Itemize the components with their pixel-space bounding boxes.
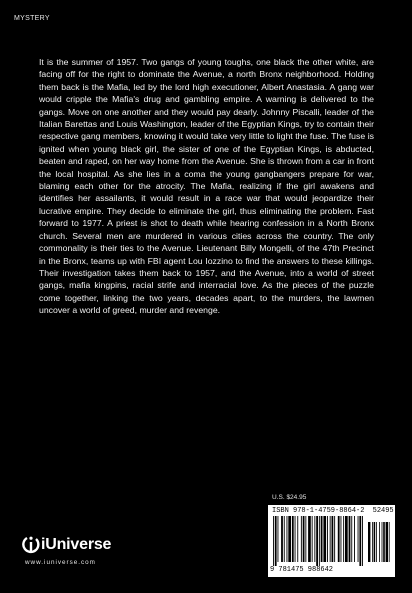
isbn-barcode <box>268 505 395 577</box>
book-description: It is the summer of 1957. Two gangs of young toughs, one black the other white, are facing off for the right to dominate the Avenue, a north Bronx neighborhood. Holding them back is the Mafia, led by the lord high executioner, Albert Anastasia. A gang war would cripple the Mafia's drug and gambling empire. A warning is delivered to the gangs. Move on one another and they would pay dearly. Johnny Piscalli, leader of the Italian Barettas and Louis Washington, leader of the Egyptian Kings, try to contain their respective gang members, knowing it would take very little to light the fuse. The fuse is ignited when young black girl, the sister of one of the Egyptian Kings, is abducted, beaten and raped, on her way home from the Avenue. She is thrown from a car in front the local hospital. As she lies in a coma the young gangbangers prepare for war, blaming each other for the atrocity. The Mafia, realizing if the girl awakens and identifies her assailants, it would result in a race war that would jeopardize their lucrative empire. They decide to eliminate the girl, thus eliminating the problem. Fast forward to 1977. A priest is shot to death while hearing confession in a North Bronx church. Several men are murdered in various cities across the country. The only commonality is their ties to the Avenue. Lieutenant Billy Mongelli, of the 47th Precinct in the Bronx, teams up with FBI agent Lou Iozzino to find the answers to these killings. Their investigation takes them back to 1957, and the Avenue, into a world of street gangs, mafia kingpins, racial strife and interracial love. As the pieces of the puzzle come together, linking the two years, decades apart, to the murders, the lawmen uncover a world of greed, murder and revenge. <box>39 57 374 316</box>
barcode-bars <box>271 516 392 566</box>
genre-label: MYSTERY <box>14 15 50 22</box>
isbn-label: ISBN 978-1-4759-8864-2 <box>272 507 365 515</box>
iuniverse-logo-icon <box>22 535 40 557</box>
isbn-number <box>272 507 394 515</box>
publisher-logo <box>22 535 162 575</box>
publisher-url: www.iuniverse.com <box>25 559 96 566</box>
price-label: U.S. $24.95 <box>272 494 307 501</box>
publisher-name: iUniverse <box>41 536 112 553</box>
ean-number: 9 781475 988642 <box>270 566 334 574</box>
price-addon-code: 52495 <box>372 507 394 515</box>
